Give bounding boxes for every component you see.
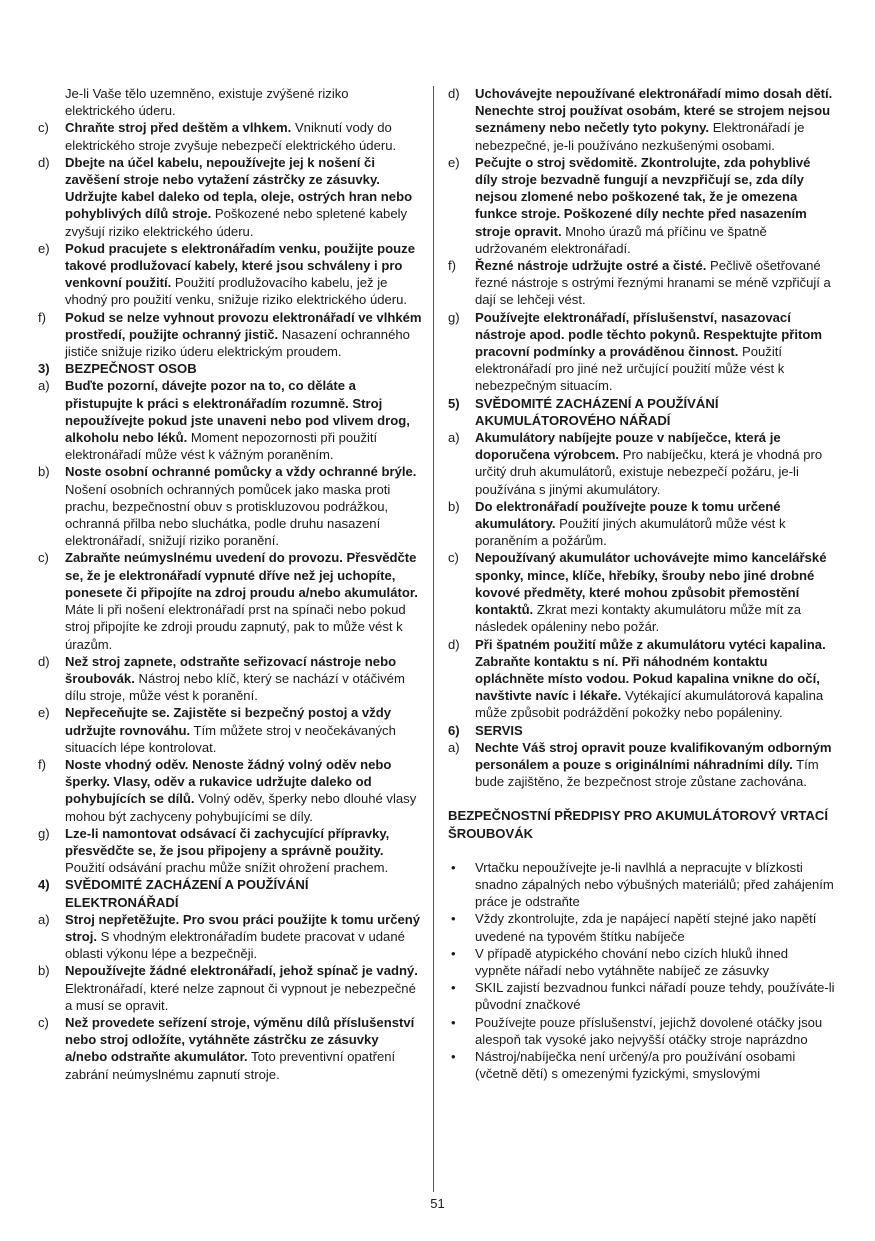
item-bold-text: Do elektronářadí používejte pouze k tomu určené akumulátory. (475, 498, 781, 532)
bullet-text: Vrtačku nepoužívejte je-li navlhlá a nepracujte v blízkosti snadno zápalných nebo výbušných materiálů; před zahájením práce je odstraňte (475, 859, 834, 910)
item-text: Máte li při nošení elektronářadí prst na spínači nebo pokud stroj připojíte ke zdroji proudu zapnutý, pak to může vést k úrazům. (65, 602, 406, 652)
item-bold-text: Stroj nepřetěžujte. Pro svou práci použijte k tomu určený stroj. (65, 911, 421, 944)
item-bold-text: Nepoužívejte žádné elektronářadí, jehož spínač je vadný. (65, 963, 418, 979)
list-item (448, 429, 836, 498)
heading-number: 5) (448, 395, 460, 411)
item-bold-text: Buďte pozorní, dávejte pozor na to, co děláte a přistupujte k práci s elektronářadím rozumně. Stroj nepoužívejte pokud jste unaveni nebo pod vlivem drog, alkoholu nebo léků. (65, 378, 410, 446)
item-text: Nástroj nebo klíč, který se nachází v otáčivém dílu stroje, může vést k poranění. (65, 670, 405, 704)
item-text: Zkrat mezi kontakty akumulátoru může mít za následek opáleniny nebo požár. (475, 602, 801, 635)
item-bold-text: Než provedete seřízení stroje, výměnu dílů příslušenství nebo stroj odložíte, vytáhněte zástrčku ze zásuvky a/nebo odstraňte akumulátor. (65, 1014, 415, 1065)
item-bold-text: Noste vhodný oděv. Nenoste žádný volný oděv nebo šperky. Vlasy, oděv a rukavice udržujte daleko od pohybujících se dílů. (65, 756, 392, 807)
item-text: Poškozené nebo spletené kabely zvyšují riziko elektrického úderu. (65, 206, 408, 239)
heading-text: SVĚDOMITÉ ZACHÁZENÍ A POUŽÍVÁNÍ AKUMULÁTOROVÉHO NÁŘADÍ (475, 395, 719, 428)
section-title: BEZPEČNOSTNÍ PŘEDPISY PRO AKUMULÁTOROVÝ VRTACÍ ŠROUBOVÁK (448, 808, 828, 841)
list-item (38, 653, 422, 705)
list-section-5 (448, 429, 836, 721)
heading-section-3 (38, 360, 422, 377)
item-bold-text: Než stroj zapnete, odstraňte seřizovací nástroje nebo šroubovák. (65, 653, 397, 686)
item-text: Nasazení ochranného jističe snižuje riziko úderu elektrickým proudem. (65, 326, 410, 360)
list-item (38, 962, 422, 1014)
item-marker: b) (38, 963, 50, 979)
item-text: Tím bude zajištěno, že bezpečnost stroje zůstane zachována. (475, 756, 819, 790)
item-marker: b) (448, 498, 460, 514)
item-bold-text: Nepřeceňujte se. Zajistěte si bezpečný postoj a vždy udržujte rovnováhu. (65, 705, 392, 738)
item-marker: g) (448, 309, 460, 325)
item-text: Použití odsávání prachu může snížit ohrožení prachem. (65, 860, 389, 876)
item-bold-text: Zabraňte neúmyslnému uvedení do provozu. Přesvědčte se, že je elektronářadí vypnuté dříve než jej uchopíte, ponesete či připojíte na zdroj proudu a/nebo akumulátor. (65, 550, 418, 600)
list-section-4 (38, 911, 422, 1083)
bullet-text: Používejte pouze příslušenství, jejichž dovolené otáčky jsou alespoň tak vysoké jako nejvyšší otáčky stroje naprázdno (475, 1014, 823, 1047)
bullet-item (448, 979, 836, 1013)
page-number: 51 (430, 1196, 445, 1211)
list-item (38, 309, 422, 361)
bullet-icon: • (451, 945, 456, 961)
item-marker: d) (38, 653, 50, 669)
list-item (38, 756, 422, 825)
list-item (38, 825, 422, 877)
bullet-item (448, 1014, 836, 1048)
item-marker: a) (38, 911, 50, 927)
item-bold-text: Používejte elektronářadí, příslušenství, nasazovací nástroje apod. podle těchto pokynů. Respektujte přitom pracovní podmínky a prováděnou činnost. (475, 309, 823, 360)
list-item (38, 463, 422, 549)
list-item (38, 154, 422, 240)
item-bold-text: Při špatném použití může z akumulátoru vytéci kapalina. Zabraňte kontaktu s ní. Při náhodném kontaktu opláchněte místo vodou. Pokud kapalina vnikne do očí, navštivte navíc i lékaře. (475, 636, 826, 704)
item-marker: d) (448, 86, 460, 101)
bullet-text: Nástroj/nabíječka není určený/a pro používání osobami (včetně dětí) s omezenými fyzickými, smyslovými (475, 1048, 796, 1082)
bullet-item (448, 910, 836, 944)
item-text: Elektronářadí, které nelze zapnout či vypnout je nebezpečné a musí se opravit. (65, 980, 416, 1013)
item-bold-text: Nechte Váš stroj opravit pouze kvalifikovaným odborným personálem a pouze s originálními náhradními díly. (475, 739, 832, 772)
bullet-icon: • (451, 1014, 456, 1030)
item-marker: g) (38, 825, 50, 841)
bullet-icon: • (451, 980, 456, 996)
item-text: Vniknutí vody do elektrického stroje zvyšuje nebezpečí elektrického úderu. (65, 120, 397, 153)
item-text: Moment nepozornosti při použití elektronářadí může vést k vážným poraněním. (65, 430, 378, 463)
list-item (448, 498, 836, 550)
list-section-4-continued (448, 85, 836, 395)
item-bold-text: Noste osobní ochranné pomůcky a vždy ochranné brýle. (65, 464, 417, 480)
item-text: Mnoho úrazů má příčinu ve špatně udržovaném elektronářadí. (475, 223, 767, 256)
bullet-item (448, 1048, 836, 1082)
list-item (448, 154, 836, 257)
item-text: Vytékající akumulátorová kapalina může způsobit podráždění pokožky nebo popáleniny. (475, 688, 824, 721)
item-text: Toto preventivní opatření zabrání neúmyslnému zapnutí stroje. (65, 1049, 396, 1082)
bullet-icon: • (451, 1048, 456, 1064)
item-marker: e) (448, 154, 460, 170)
left-column (38, 85, 422, 1083)
heading-section-6 (448, 722, 836, 739)
item-marker: e) (38, 705, 50, 721)
list-item (38, 240, 422, 309)
bullet-icon: • (451, 859, 456, 875)
item-bold-text: Uchovávejte nepoužívané elektronářadí mimo dosah dětí. Nenechte stroj používat osobám, které se strojem nejsou seznámeny nebo nečetly tyto pokyny. (475, 86, 833, 136)
list-item (38, 377, 422, 463)
item-bold-text: Řezné nástroje udržujte ostré a čisté. (475, 258, 707, 274)
item-marker: e) (38, 240, 50, 256)
item-text: Pečlivě ošetřované řezné nástroje s ostrými řeznými hranami se méně vzpřičují a dají se lehčeji vést. (475, 258, 831, 308)
list-item (38, 1014, 422, 1083)
item-marker: b) (38, 464, 50, 480)
list-item (38, 119, 422, 153)
list-section-2 (38, 119, 422, 360)
heading-text: BEZPEČNOST OSOB (65, 361, 197, 377)
bullet-item (448, 859, 836, 911)
list-item (38, 704, 422, 756)
heading-text: SVĚDOMITÉ ZACHÁZENÍ A POUŽÍVÁNÍ ELEKTRONÁŘADÍ (65, 877, 309, 910)
item-marker: d) (448, 636, 460, 652)
bullet-text: V případě atypického chování nebo cizích hluků ihned vypněte nářadí nebo vytáhněte nabíječ ze zásuvky (475, 945, 789, 978)
continued-paragraph: Je-li Vaše tělo uzemněno, existuje zvýšené riziko elektrického úderu. (65, 86, 349, 119)
heading-number: 6) (448, 722, 460, 738)
bullet-item (448, 945, 836, 979)
item-marker: d) (38, 154, 50, 170)
item-marker: c) (38, 1014, 49, 1030)
list-section-3 (38, 377, 422, 876)
bullet-icon: • (451, 911, 456, 927)
heading-text: SERVIS (475, 722, 523, 738)
item-bold-text: Nepoužívaný akumulátor uchovávejte mimo kancelářské sponky, mince, klíče, hřebíky, šrouby nebo jiné drobné kovové předměty, které mohou způsobit přemostění kontaktů. (475, 550, 827, 618)
item-bold-text: Pokud se nelze vyhnout provozu elektronářadí ve vlhkém prostředí, použijte ochranný jistič. (65, 309, 422, 342)
item-text: Volný oděv, šperky nebo dlouhé vlasy mohou být zachyceny pohybujícími se díly. (65, 791, 417, 824)
item-marker: f) (448, 258, 456, 274)
item-marker: c) (38, 550, 49, 566)
heading-section-5 (448, 395, 836, 429)
item-text: Elektronářadí je nebezpečné, je-li používáno nezkušenými osobami. (475, 120, 805, 153)
item-text: Použití prodlužovacího kabelu, jež je vhodný pro použití venku, snižuje riziko elektrického úderu. (65, 275, 408, 308)
item-text: Použití jiných akumulátorů může vést k poraněním a požárům. (475, 516, 786, 549)
list-item (448, 636, 836, 722)
list-item (448, 739, 836, 791)
list-section-6 (448, 739, 836, 791)
item-marker: f) (38, 309, 46, 325)
item-text: Pro nabíječku, která je vhodná pro určitý druh akumulátorů, existuje nebezpečí požáru, je-li používána s jinými akumulátory. (475, 447, 823, 497)
item-text: S vhodným elektronářadím budete pracovat v udané oblasti výkonu lépe a bezpečněji. (65, 928, 405, 962)
item-marker: c) (448, 550, 459, 566)
list-item (448, 309, 836, 395)
list-item (448, 85, 836, 154)
item-marker: a) (38, 378, 50, 394)
item-bold-text: Pečujte o stroj svědomitě. Zkontrolujte, zda pohyblivé díly stroje bezvadně fungují a nevzpřičují se, zda díly nejsou zlomené nebo poškozené tak, že je omezena funkce stroje. Poškozené díly nechte před nasazením stroje opravit. (475, 154, 811, 239)
item-bold-text: Akumulátory nabíjejte pouze v nabíječce, která je doporučena výrobcem. (475, 430, 781, 463)
item-bold-text: Pokud pracujete s elektronářadím venku, použijte pouze takové prodlužovací kabely, které jsou schváleny i pro venkovní použití. (65, 240, 415, 291)
list-item (38, 549, 422, 652)
list-item (448, 257, 836, 309)
item-bold-text: Chraňte stroj před deštěm a vlhkem. (65, 120, 292, 136)
heading-number: 3) (38, 361, 50, 377)
bullet-text: Vždy zkontrolujte, zda je napájecí napětí stejné jako napětí uvedené na typovém štítku nabíječe (475, 911, 817, 944)
bullet-list (448, 859, 836, 1083)
item-text: Tím můžete stroj v neočekávaných situacích lépe kontrolovat. (65, 722, 396, 755)
item-marker: c) (38, 120, 49, 136)
item-marker: a) (448, 430, 460, 446)
item-marker: a) (448, 739, 460, 755)
column-divider (433, 86, 434, 1192)
heading-section-4 (38, 876, 422, 910)
item-text: Použití elektronářadí pro jiné než určující použití může vést k nebezpečným situacím. (475, 344, 785, 394)
heading-number: 4) (38, 877, 50, 893)
list-item (448, 549, 836, 635)
item-text: Nošení osobních ochranných pomůcek jako maska proti prachu, bezpečnostní obuv s protiskluzovou podrážkou, ochranná přilba nebo sluchátka, podle druhu nasazení elektronářadí, snižují riziko poranění. (65, 481, 391, 549)
right-column (448, 85, 836, 1082)
item-marker: f) (38, 756, 46, 772)
bullet-text: SKIL zajistí bezvadnou funkci nářadí pouze tehdy, používáte-li původní značkové (475, 980, 835, 1013)
item-bold-text: Dbejte na účel kabelu, nepoužívejte jej k nošení či zavěšení stroje nebo vytažení zástrčky ze zásuvky. Udržujte kabel daleko od tepla, oleje, ostrých hran nebo pohyblivých dílů stroje. (65, 154, 413, 222)
list-item (38, 911, 422, 963)
item-bold-text: Lze-li namontovat odsávací či zachycující přípravky, přesvědčte se, že jsou připojeny a správně použity. (65, 825, 390, 858)
